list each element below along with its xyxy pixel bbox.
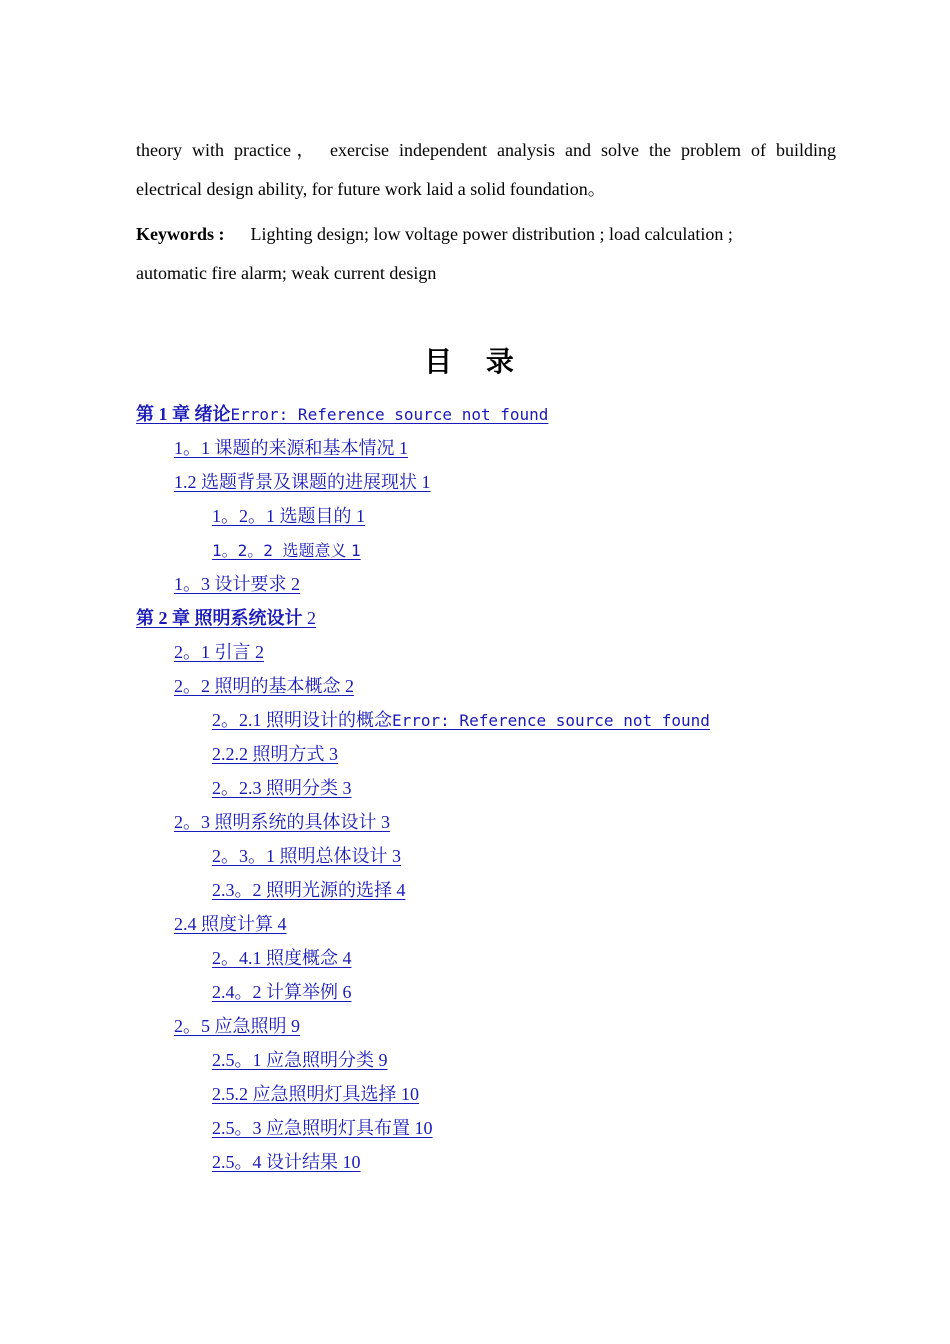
toc-entry [212, 941, 352, 975]
toc-entry-label: 2。2.3 照明分类 [212, 778, 338, 798]
toc-link[interactable] [212, 1084, 419, 1104]
toc-entry-page: 3 [342, 778, 352, 798]
toc-link[interactable] [174, 642, 264, 662]
toc-entry-label: 2。3 照明系统的具体设计 [174, 812, 377, 832]
toc-entry-page: Error: Reference source not found [392, 711, 710, 730]
toc-link[interactable] [212, 710, 710, 730]
toc-link[interactable] [212, 506, 365, 526]
toc-entry [212, 873, 406, 907]
toc-link[interactable] [136, 404, 548, 424]
toc-link[interactable] [136, 608, 316, 628]
toc-entry-page: 4 [277, 914, 287, 934]
toc-entry [212, 771, 352, 805]
toc-link[interactable] [212, 1118, 433, 1138]
toc-link[interactable] [212, 846, 401, 866]
toc-entry-label: 2.4 照度计算 [174, 914, 273, 934]
toc-link[interactable] [174, 438, 408, 458]
toc-entry-label: 1。2。2 选题意义 [212, 541, 347, 560]
toc-entry [212, 975, 352, 1009]
toc-link[interactable] [212, 1050, 388, 1070]
toc-entry-label: 2。3。1 照明总体设计 [212, 846, 388, 866]
toc-entry [212, 1111, 433, 1145]
abstract-line-1: theory with practice， exercise independent analysis and solve the problem of building [136, 140, 836, 160]
toc-entry-page: 1 [351, 541, 361, 560]
toc-entry [212, 737, 338, 771]
toc-title: 目 录 [424, 345, 526, 378]
toc-link[interactable] [174, 676, 354, 696]
toc-entry-label: 2.2.2 照明方式 [212, 744, 325, 764]
toc-entry [212, 1145, 361, 1179]
toc-entry-label: 1.2 选题背景及课题的进展现状 [174, 472, 417, 492]
toc-entry-page: 3 [329, 744, 338, 764]
toc-entry [136, 601, 316, 635]
toc-link[interactable] [212, 880, 406, 900]
toc-entry-label: 2。1 引言 [174, 642, 251, 662]
toc-entry-label: 2.4。2 计算举例 [212, 982, 338, 1002]
toc-entry-page: 3 [392, 846, 401, 866]
toc-entry [212, 499, 365, 533]
toc-entry-page: 10 [401, 1084, 419, 1104]
toc-entry-page: 6 [342, 982, 352, 1002]
toc-entry-label: 1。3 设计要求 [174, 574, 287, 594]
keywords-line-2: automatic fire alarm; weak current design [136, 263, 437, 283]
toc-entry [174, 1009, 300, 1043]
keywords-text-1: Lighting design; low voltage power distribution ; load calculation ; [250, 224, 733, 244]
toc-entry [174, 669, 354, 703]
toc-entry [174, 431, 408, 465]
toc-entry [174, 635, 264, 669]
toc-entry [174, 567, 300, 601]
toc-entry [136, 397, 548, 431]
toc-entry-page: 1 [399, 438, 408, 458]
toc-entry-label: 2。2.1 照明设计的概念 [212, 710, 392, 730]
toc-entry [174, 907, 287, 941]
toc-entry-label: 2.5。4 设计结果 [212, 1152, 338, 1172]
toc-entry-page: 9 [291, 1016, 300, 1036]
toc-entry-label: 1。2。1 选题目的 [212, 506, 352, 526]
toc-link[interactable] [212, 1152, 361, 1172]
toc-link[interactable] [174, 914, 287, 934]
toc-entry [212, 533, 361, 567]
toc-entry [174, 805, 390, 839]
toc-link[interactable] [174, 472, 431, 492]
toc-entry-page: 4 [396, 880, 406, 900]
toc-entry [212, 839, 401, 873]
toc-entry-page: 2 [345, 676, 354, 696]
toc-entry [212, 1043, 388, 1077]
toc-entry [174, 465, 431, 499]
toc-entry [212, 703, 710, 737]
toc-entry-label: 2。5 应急照明 [174, 1016, 287, 1036]
toc-entry-page: 2 [291, 574, 300, 594]
toc-entry-page: 9 [378, 1050, 388, 1070]
toc-entry-label: 2.5。3 应急照明灯具布置 [212, 1118, 410, 1138]
toc-entry-page: 2 [307, 608, 316, 628]
toc-entry-label: 第 1 章 绪论 [136, 404, 231, 424]
toc-entry-page: 1 [356, 506, 365, 526]
toc-entry-page: 10 [342, 1152, 361, 1172]
toc-entry-page: 4 [342, 948, 352, 968]
toc-entry-label: 2.3。2 照明光源的选择 [212, 880, 392, 900]
toc-entry-label: 2.5。1 应急照明分类 [212, 1050, 374, 1070]
toc-entry-page: 3 [381, 812, 390, 832]
toc-link[interactable] [212, 982, 352, 1002]
toc-entry-label: 1。1 课题的来源和基本情况 [174, 438, 395, 458]
keywords-label: Keywords : [136, 224, 225, 244]
toc-link[interactable] [212, 540, 361, 560]
toc-link[interactable] [212, 778, 352, 798]
toc-entry [212, 1077, 419, 1111]
abstract-line-2: electrical design ability, for future work laid a solid foundation。 [136, 179, 606, 199]
toc-link[interactable] [174, 1016, 300, 1036]
toc-entry-page: 10 [414, 1118, 433, 1138]
toc-entry-label: 2。2 照明的基本概念 [174, 676, 341, 696]
keywords-line-1 [136, 215, 836, 254]
toc-entry-label: 2。4.1 照度概念 [212, 948, 338, 968]
toc-link[interactable] [212, 948, 352, 968]
toc-link[interactable] [212, 744, 338, 764]
toc-link[interactable] [174, 574, 300, 594]
toc-entry-page: 1 [421, 472, 431, 492]
toc-entry-page: Error: Reference source not found [230, 405, 549, 424]
toc-link[interactable] [174, 812, 390, 832]
toc-entry-page: 2 [255, 642, 264, 662]
toc-entry-label: 第 2 章 照明系统设计 [136, 608, 303, 628]
toc-entry-label: 2.5.2 应急照明灯具选择 [212, 1084, 397, 1104]
